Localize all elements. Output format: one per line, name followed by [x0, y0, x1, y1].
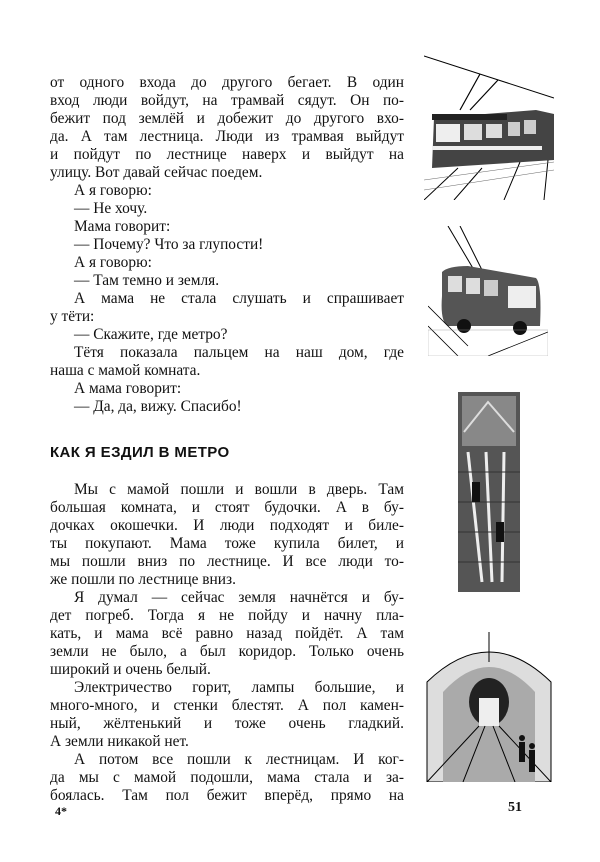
text-line: и пойдут по лестнице наверх и выйдут на — [50, 146, 404, 163]
text-line: Тётя показала пальцем на наш дом, где — [74, 344, 404, 361]
signature-mark: 4* — [55, 804, 67, 818]
text-line: — Скажите, где метро? — [74, 326, 228, 343]
text-line: да. А там лестница. Люди из трамвая выйдут — [50, 128, 404, 145]
text-line: дочках окошечки. И люди подходят и биле- — [50, 517, 404, 534]
text-line: дет погреб. Тогда я не пойду и начну пла- — [50, 607, 404, 624]
text-line: А земли никакой нет. — [50, 733, 189, 750]
text-line: много-много, и стенки блестят. А пол камен- — [50, 697, 404, 714]
tram-illustration — [424, 50, 554, 200]
text-line: да мы с мамой подошли, мама стала и за- — [50, 769, 404, 786]
text-line: у тёти: — [50, 308, 95, 325]
page-number: 51 — [508, 800, 522, 815]
text-line: боялась. Там пол бежит вперёд, прямо на — [50, 787, 404, 804]
trolleybus-illustration — [428, 226, 548, 356]
text-line: Мама говорит: — [74, 218, 171, 235]
text-line: — Не хочу. — [74, 200, 148, 217]
text-line: А мама говорит: — [74, 380, 182, 397]
text-block-1 — [50, 74, 404, 416]
text-line: А мама не стала слушать и спрашивает — [74, 290, 404, 307]
metro-tunnel-illustration — [423, 632, 555, 782]
text-line: же пошли по лестнице вниз. — [50, 571, 236, 588]
text-line: бежит под землёй и добежит до другого вхо- — [50, 110, 404, 127]
text-line: Мы с мамой пошли и вошли в дверь. Там — [74, 481, 404, 498]
text-line: широкий и очень белый. — [50, 661, 211, 678]
text-line: Электричество горит, лампы большие, и — [74, 679, 404, 696]
text-line: ты покупают. Мама тоже купила билет, и — [50, 535, 404, 552]
text-line: от одного входа до другого бегает. В один — [50, 74, 404, 91]
text-line: — Там темно и земля. — [74, 272, 220, 289]
text-line: А я говорю: — [74, 254, 152, 271]
text-line: большая комната, и стоят будочки. А в бу- — [50, 499, 404, 516]
text-line: ный, жёлтенький и тоже очень гладкий. — [50, 715, 404, 732]
text-line: земли не было, а был коридор. Только очень — [50, 643, 404, 660]
text-line: — Да, да, вижу. Спасибо! — [74, 398, 242, 415]
text-line: наша с мамой комната. — [50, 362, 201, 379]
text-line: А я говорю: — [74, 182, 152, 199]
text-line: А потом все пошли к лестницам. И ког- — [74, 751, 404, 768]
text-block-2 — [50, 481, 404, 805]
escalator-illustration — [458, 392, 520, 592]
text-line: улицу. Вот давай сейчас поедем. — [50, 164, 263, 181]
text-line: мы пошли вниз по лестнице. И все люди то- — [50, 553, 404, 570]
section-heading: КАК Я ЕЗДИЛ В МЕТРО — [50, 444, 230, 461]
text-line: — Почему? Что за глупости! — [74, 236, 264, 253]
text-line: кать, и мама всё равно назад пойдёт. А там — [50, 625, 404, 642]
text-line: вход люди войдут, на трамвай сядут. Он по- — [50, 92, 404, 109]
text-line: Я думал — сейчас земля начнётся и бу- — [74, 589, 404, 606]
